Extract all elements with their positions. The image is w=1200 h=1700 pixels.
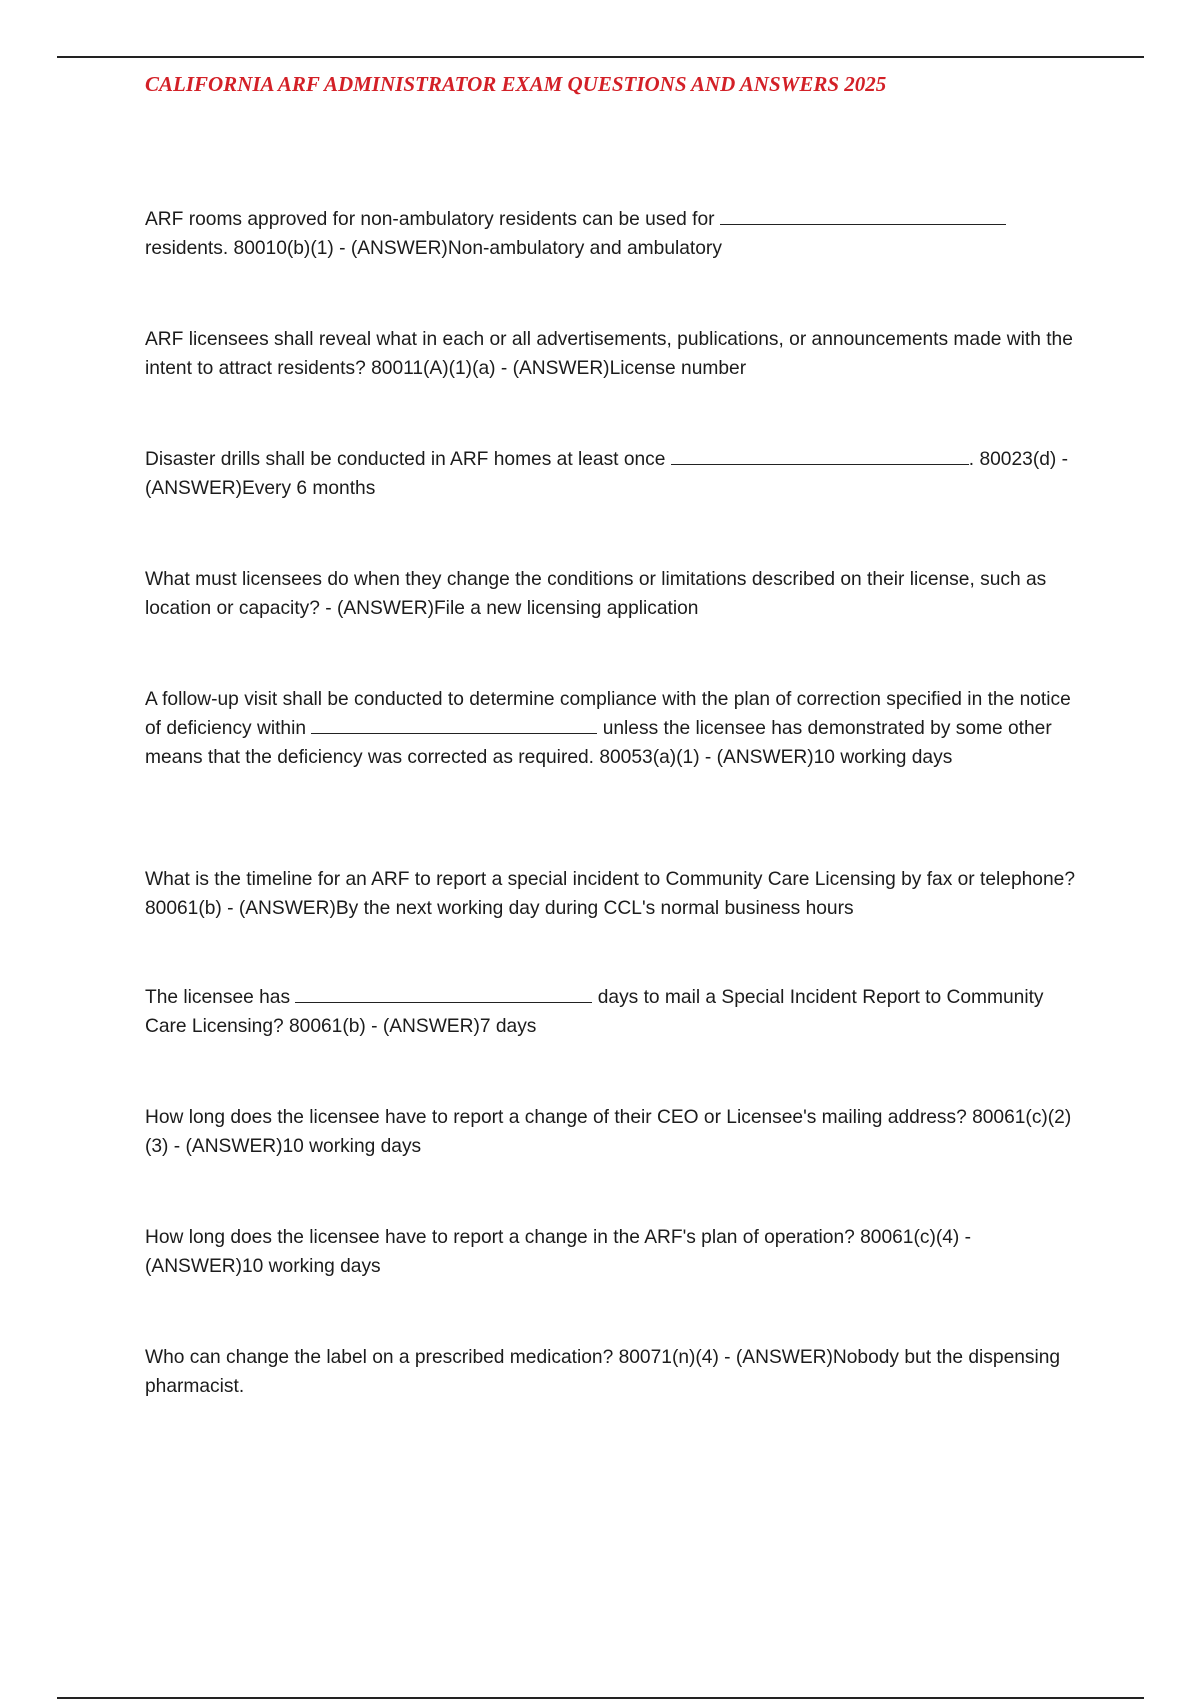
qa-item-7-text-after: days to mail a Special Incident Report to Community Care Licensing? 80061(b) - (ANSWER)7 days bbox=[145, 987, 1044, 1037]
qa-item-1-text-before: ARF rooms approved for non-ambulatory residents can be used for bbox=[145, 209, 720, 230]
qa-item-7-text-before: The licensee has bbox=[145, 987, 296, 1008]
qa-item-1 bbox=[145, 205, 1090, 263]
qa-item-3-text-after: . 80023(d) - (ANSWER)Every 6 months bbox=[145, 449, 1068, 499]
qa-item-5-blank bbox=[311, 716, 597, 734]
qa-item-5 bbox=[145, 685, 1090, 772]
qa-item-1-blank bbox=[720, 207, 1006, 225]
qa-item-2: ARF licensees shall reveal what in each or all advertisements, publications, or announcements made with the intent to attract residents? 80011(A)(1)(a) - (ANSWER)License number bbox=[145, 329, 1073, 379]
qa-item-9: How long does the licensee have to report a change in the ARF's plan of operation? 80061(c)(4) - (ANSWER)10 working days bbox=[145, 1227, 972, 1277]
qa-item-3-text-before: Disaster drills shall be conducted in ARF homes at least once bbox=[145, 449, 671, 470]
qa-item-5-text-before: A follow-up visit shall be conducted to determine compliance with the plan of correction specified in the notice of deficiency within bbox=[145, 689, 1071, 739]
qa-item-10: Who can change the label on a prescribed medication? 80071(n)(4) - (ANSWER)Nobody but the dispensing pharmacist. bbox=[145, 1347, 1061, 1397]
qa-item-3-blank bbox=[671, 447, 969, 465]
top-rule bbox=[57, 56, 1144, 58]
document-title: CALIFORNIA ARF ADMINISTRATOR EXAM QUESTIONS AND ANSWERS 2025 bbox=[145, 72, 887, 96]
qa-item-8: How long does the licensee have to report a change of their CEO or Licensee's mailing address? 80061(c)(2)(3) - (ANSWER)10 working days bbox=[145, 1107, 1072, 1157]
bottom-rule bbox=[57, 1697, 1144, 1699]
qa-item-3 bbox=[145, 445, 1090, 503]
qa-item-4: What must licensees do when they change the conditions or limitations described on their license, such as location or capacity? - (ANSWER)File a new licensing application bbox=[145, 569, 1047, 619]
qa-item-1-text-after: residents. 80010(b)(1) - (ANSWER)Non-ambulatory and ambulatory bbox=[145, 238, 722, 259]
qa-item-7 bbox=[145, 983, 1090, 1041]
qa-item-6: What is the timeline for an ARF to report a special incident to Community Care Licensing by fax or telephone? 80061(b) - (ANSWER)By the next working day during CCL's normal business hours bbox=[145, 869, 1075, 919]
qa-item-7-blank bbox=[295, 985, 592, 1003]
qa-item-5-text-after: unless the licensee has demonstrated by some other means that the deficiency was corrected as required. 80053(a)(1) - (ANSWER)10 working days bbox=[145, 718, 1052, 768]
